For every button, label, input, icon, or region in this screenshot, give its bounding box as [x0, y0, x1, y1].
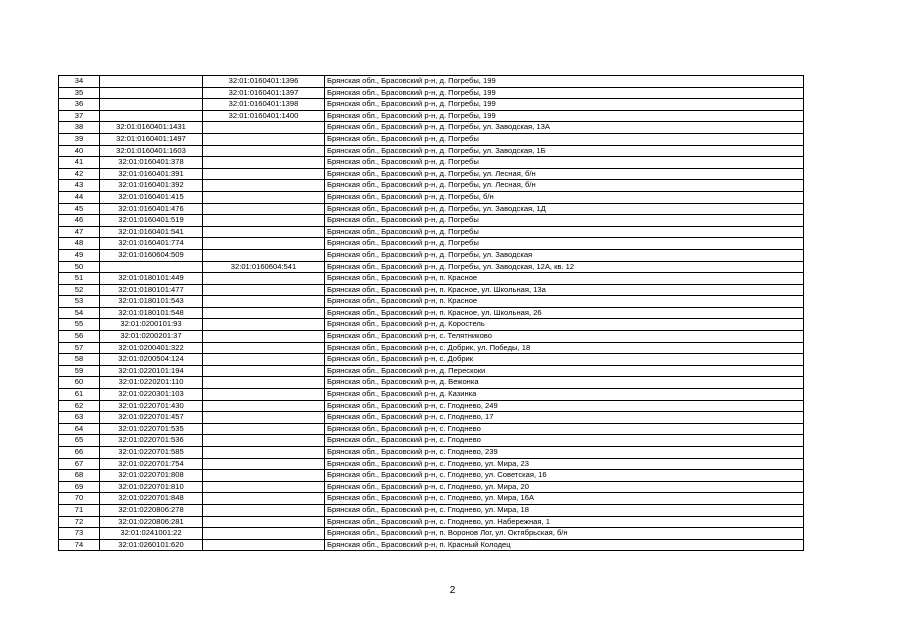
- secondary-cadastral-number-cell: [203, 273, 325, 285]
- table-row: [59, 133, 804, 145]
- cadastral-number-cell: 32:01:0160401:391: [100, 168, 203, 180]
- secondary-cadastral-number-cell: [203, 133, 325, 145]
- row-number-cell: 49: [59, 249, 100, 261]
- table-row: [59, 389, 804, 401]
- table-row: [59, 261, 804, 273]
- address-cell: Брянская обл., Брасовский р-н, с. Глоднево, 239: [325, 447, 804, 459]
- row-number-cell: 54: [59, 307, 100, 319]
- row-number-cell: 47: [59, 226, 100, 238]
- table-row: [59, 504, 804, 516]
- table-row: [59, 203, 804, 215]
- cadastral-number-cell: 32:01:0220701:535: [100, 423, 203, 435]
- table-row: [59, 307, 804, 319]
- secondary-cadastral-number-cell: [203, 539, 325, 551]
- secondary-cadastral-number-cell: [203, 168, 325, 180]
- table-row: [59, 296, 804, 308]
- table-row: [59, 354, 804, 366]
- address-cell: Брянская обл., Брасовский р-н, с. Глоднево, ул. Советская, 16: [325, 470, 804, 482]
- cadastral-number-cell: 32:01:0160401:392: [100, 180, 203, 192]
- row-number-cell: 62: [59, 400, 100, 412]
- table-row: [59, 168, 804, 180]
- cadastral-number-cell: 32:01:0160401:1603: [100, 145, 203, 157]
- row-number-cell: 44: [59, 191, 100, 203]
- cadastral-number-cell: [100, 76, 203, 88]
- address-cell: Брянская обл., Брасовский р-н, п. Красное, ул. Школьная, 26: [325, 307, 804, 319]
- row-number-cell: 51: [59, 273, 100, 285]
- table-row: [59, 238, 804, 250]
- table-row: [59, 284, 804, 296]
- table-row: [59, 481, 804, 493]
- property-table: [58, 75, 804, 551]
- address-cell: Брянская обл., Брасовский р-н, д. Вежонка: [325, 377, 804, 389]
- address-cell: Брянская обл., Брасовский р-н, п. Красное: [325, 273, 804, 285]
- table-row: [59, 157, 804, 169]
- address-cell: Брянская обл., Брасовский р-н, д. Погребы, ул. Заводская: [325, 249, 804, 261]
- row-number-cell: 66: [59, 447, 100, 459]
- secondary-cadastral-number-cell: [203, 203, 325, 215]
- table-row: [59, 226, 804, 238]
- secondary-cadastral-number-cell: [203, 342, 325, 354]
- row-number-cell: 37: [59, 110, 100, 122]
- table-row: [59, 191, 804, 203]
- secondary-cadastral-number-cell: [203, 145, 325, 157]
- address-cell: Брянская обл., Брасовский р-н, п. Красное: [325, 296, 804, 308]
- cadastral-number-cell: 32:01:0220806:281: [100, 516, 203, 528]
- address-cell: Брянская обл., Брасовский р-н, д. Погребы, ул. Лесная, б/н: [325, 180, 804, 192]
- address-cell: Брянская обл., Брасовский р-н, с. Добрик: [325, 354, 804, 366]
- address-cell: Брянская обл., Брасовский р-н, д. Погребы: [325, 238, 804, 250]
- cadastral-number-cell: 32:01:0180101:449: [100, 273, 203, 285]
- cadastral-number-cell: 32:01:0220701:810: [100, 481, 203, 493]
- table-row: [59, 99, 804, 111]
- row-number-cell: 69: [59, 481, 100, 493]
- table-row: [59, 400, 804, 412]
- table-row: [59, 76, 804, 88]
- cadastral-number-cell: 32:01:0200201:37: [100, 331, 203, 343]
- row-number-cell: 43: [59, 180, 100, 192]
- cadastral-number-cell: [100, 261, 203, 273]
- address-cell: Брянская обл., Брасовский р-н, с. Глоднево, ул. Мира, 18: [325, 504, 804, 516]
- secondary-cadastral-number-cell: [203, 516, 325, 528]
- address-cell: Брянская обл., Брасовский р-н, с. Глоднево, ул. Набережная, 1: [325, 516, 804, 528]
- secondary-cadastral-number-cell: [203, 470, 325, 482]
- secondary-cadastral-number-cell: [203, 481, 325, 493]
- secondary-cadastral-number-cell: [203, 458, 325, 470]
- address-cell: Брянская обл., Брасовский р-н, д. Погребы, 199: [325, 99, 804, 111]
- cadastral-number-cell: 32:01:0220701:754: [100, 458, 203, 470]
- secondary-cadastral-number-cell: [203, 284, 325, 296]
- secondary-cadastral-number-cell: [203, 377, 325, 389]
- cadastral-number-cell: 32:01:0220701:848: [100, 493, 203, 505]
- table-row: [59, 412, 804, 424]
- cadastral-number-cell: 32:01:0160604:509: [100, 249, 203, 261]
- cadastral-number-cell: 32:01:0220806:278: [100, 504, 203, 516]
- row-number-cell: 58: [59, 354, 100, 366]
- property-table-body: [59, 76, 804, 551]
- secondary-cadastral-number-cell: [203, 504, 325, 516]
- address-cell: Брянская обл., Брасовский р-н, д. Погребы, 199: [325, 110, 804, 122]
- table-row: [59, 493, 804, 505]
- cadastral-number-cell: 32:01:0160401:1431: [100, 122, 203, 134]
- table-row: [59, 342, 804, 354]
- secondary-cadastral-number-cell: [203, 447, 325, 459]
- table-row: [59, 110, 804, 122]
- row-number-cell: 64: [59, 423, 100, 435]
- table-row: [59, 528, 804, 540]
- cadastral-number-cell: 32:01:0160401:378: [100, 157, 203, 169]
- row-number-cell: 45: [59, 203, 100, 215]
- address-cell: Брянская обл., Брасовский р-н, д. Погребы: [325, 133, 804, 145]
- address-cell: Брянская обл., Брасовский р-н, д. Погребы, б/н: [325, 191, 804, 203]
- secondary-cadastral-number-cell: 32:01:0160401:1398: [203, 99, 325, 111]
- secondary-cadastral-number-cell: 32:01:0160401:1397: [203, 87, 325, 99]
- cadastral-number-cell: 32:01:0220701:585: [100, 447, 203, 459]
- table-row: [59, 516, 804, 528]
- cadastral-number-cell: 32:01:0180101:543: [100, 296, 203, 308]
- secondary-cadastral-number-cell: [203, 157, 325, 169]
- secondary-cadastral-number-cell: [203, 122, 325, 134]
- cadastral-number-cell: 32:01:0200504:124: [100, 354, 203, 366]
- address-cell: Брянская обл., Брасовский р-н, с. Глоднево, ул. Мира, 16А: [325, 493, 804, 505]
- row-number-cell: 72: [59, 516, 100, 528]
- address-cell: Брянская обл., Брасовский р-н, п. Красное, ул. Школьная, 13а: [325, 284, 804, 296]
- address-cell: Брянская обл., Брасовский р-н, с. Телятниково: [325, 331, 804, 343]
- row-number-cell: 56: [59, 331, 100, 343]
- row-number-cell: 41: [59, 157, 100, 169]
- table-row: [59, 122, 804, 134]
- row-number-cell: 34: [59, 76, 100, 88]
- row-number-cell: 67: [59, 458, 100, 470]
- row-number-cell: 74: [59, 539, 100, 551]
- row-number-cell: 73: [59, 528, 100, 540]
- cadastral-number-cell: [100, 99, 203, 111]
- address-cell: Брянская обл., Брасовский р-н, д. Погребы, ул. Заводская, 12А, кв. 12: [325, 261, 804, 273]
- table-row: [59, 423, 804, 435]
- address-cell: Брянская обл., Брасовский р-н, п. Воронов Лог, ул. Октябрьская, б/н: [325, 528, 804, 540]
- row-number-cell: 68: [59, 470, 100, 482]
- cadastral-number-cell: 32:01:0160401:415: [100, 191, 203, 203]
- cadastral-number-cell: 32:01:0220701:457: [100, 412, 203, 424]
- table-row: [59, 365, 804, 377]
- secondary-cadastral-number-cell: [203, 307, 325, 319]
- table-row: [59, 215, 804, 227]
- address-cell: Брянская обл., Брасовский р-н, с. Глоднево: [325, 435, 804, 447]
- secondary-cadastral-number-cell: [203, 389, 325, 401]
- cadastral-number-cell: 32:01:0220201:110: [100, 377, 203, 389]
- address-cell: Брянская обл., Брасовский р-н, д. Погребы: [325, 157, 804, 169]
- cadastral-number-cell: 32:01:0220301:103: [100, 389, 203, 401]
- address-cell: Брянская обл., Брасовский р-н, д. Погребы, ул. Заводская, 1Б: [325, 145, 804, 157]
- address-cell: Брянская обл., Брасовский р-н, д. Казинка: [325, 389, 804, 401]
- cadastral-number-cell: 32:01:0200101:93: [100, 319, 203, 331]
- secondary-cadastral-number-cell: [203, 528, 325, 540]
- secondary-cadastral-number-cell: [203, 400, 325, 412]
- table-row: [59, 470, 804, 482]
- row-number-cell: 59: [59, 365, 100, 377]
- address-cell: Брянская обл., Брасовский р-н, с. Глоднево, 249: [325, 400, 804, 412]
- secondary-cadastral-number-cell: 32:01:0160401:1396: [203, 76, 325, 88]
- secondary-cadastral-number-cell: [203, 180, 325, 192]
- cadastral-number-cell: 32:01:0200401:322: [100, 342, 203, 354]
- address-cell: Брянская обл., Брасовский р-н, с. Глоднево, 17: [325, 412, 804, 424]
- table-row: [59, 377, 804, 389]
- row-number-cell: 42: [59, 168, 100, 180]
- table-row: [59, 319, 804, 331]
- secondary-cadastral-number-cell: [203, 365, 325, 377]
- cadastral-number-cell: 32:01:0220701:808: [100, 470, 203, 482]
- table-row: [59, 273, 804, 285]
- address-cell: Брянская обл., Брасовский р-н, д. Погребы, ул. Заводская, 13А: [325, 122, 804, 134]
- secondary-cadastral-number-cell: [203, 319, 325, 331]
- address-cell: Брянская обл., Брасовский р-н, с. Глоднево, ул. Мира, 20: [325, 481, 804, 493]
- table-row: [59, 249, 804, 261]
- cadastral-number-cell: 32:01:0220101:194: [100, 365, 203, 377]
- secondary-cadastral-number-cell: [203, 435, 325, 447]
- address-cell: Брянская обл., Брасовский р-н, с. Добрик, ул. Победы, 18: [325, 342, 804, 354]
- row-number-cell: 55: [59, 319, 100, 331]
- row-number-cell: 52: [59, 284, 100, 296]
- row-number-cell: 35: [59, 87, 100, 99]
- row-number-cell: 46: [59, 215, 100, 227]
- secondary-cadastral-number-cell: [203, 493, 325, 505]
- row-number-cell: 38: [59, 122, 100, 134]
- address-cell: Брянская обл., Брасовский р-н, д. Погребы, 199: [325, 87, 804, 99]
- cadastral-number-cell: 32:01:0160401:774: [100, 238, 203, 250]
- cadastral-number-cell: 32:01:0160401:1497: [100, 133, 203, 145]
- row-number-cell: 39: [59, 133, 100, 145]
- table-row: [59, 180, 804, 192]
- secondary-cadastral-number-cell: [203, 238, 325, 250]
- cadastral-number-cell: [100, 87, 203, 99]
- cadastral-number-cell: 32:01:0160401:476: [100, 203, 203, 215]
- row-number-cell: 71: [59, 504, 100, 516]
- page-number: 2: [449, 585, 456, 596]
- secondary-cadastral-number-cell: [203, 215, 325, 227]
- row-number-cell: 53: [59, 296, 100, 308]
- row-number-cell: 70: [59, 493, 100, 505]
- row-number-cell: 36: [59, 99, 100, 111]
- row-number-cell: 50: [59, 261, 100, 273]
- address-cell: Брянская обл., Брасовский р-н, д. Погребы: [325, 215, 804, 227]
- cadastral-number-cell: 32:01:0160401:541: [100, 226, 203, 238]
- secondary-cadastral-number-cell: [203, 331, 325, 343]
- table-row: [59, 458, 804, 470]
- cadastral-number-cell: [100, 110, 203, 122]
- address-cell: Брянская обл., Брасовский р-н, д. Погребы, ул. Лесная, б/н: [325, 168, 804, 180]
- table-row: [59, 87, 804, 99]
- cadastral-number-cell: 32:01:0220701:430: [100, 400, 203, 412]
- cadastral-number-cell: 32:01:0260101:620: [100, 539, 203, 551]
- cadastral-number-cell: 32:01:0180101:548: [100, 307, 203, 319]
- secondary-cadastral-number-cell: [203, 423, 325, 435]
- address-cell: Брянская обл., Брасовский р-н, п. Красный Колодец: [325, 539, 804, 551]
- table-row: [59, 435, 804, 447]
- row-number-cell: 48: [59, 238, 100, 250]
- address-cell: Брянская обл., Брасовский р-н, д. Погребы, ул. Заводская, 1Д: [325, 203, 804, 215]
- cadastral-number-cell: 32:01:0220701:536: [100, 435, 203, 447]
- secondary-cadastral-number-cell: [203, 354, 325, 366]
- row-number-cell: 57: [59, 342, 100, 354]
- row-number-cell: 65: [59, 435, 100, 447]
- address-cell: Брянская обл., Брасовский р-н, д. Погребы: [325, 226, 804, 238]
- row-number-cell: 61: [59, 389, 100, 401]
- table-row: [59, 447, 804, 459]
- secondary-cadastral-number-cell: 32:01:0160604:541: [203, 261, 325, 273]
- address-cell: Брянская обл., Брасовский р-н, д. Перескоки: [325, 365, 804, 377]
- table-row: [59, 145, 804, 157]
- secondary-cadastral-number-cell: [203, 296, 325, 308]
- row-number-cell: 40: [59, 145, 100, 157]
- cadastral-number-cell: 32:01:0160401:519: [100, 215, 203, 227]
- secondary-cadastral-number-cell: [203, 226, 325, 238]
- table-row: [59, 539, 804, 551]
- row-number-cell: 63: [59, 412, 100, 424]
- secondary-cadastral-number-cell: 32:01:0160401:1400: [203, 110, 325, 122]
- secondary-cadastral-number-cell: [203, 249, 325, 261]
- row-number-cell: 60: [59, 377, 100, 389]
- secondary-cadastral-number-cell: [203, 412, 325, 424]
- secondary-cadastral-number-cell: [203, 191, 325, 203]
- address-cell: Брянская обл., Брасовский р-н, д. Коростель: [325, 319, 804, 331]
- cadastral-number-cell: 32:01:0241001:22: [100, 528, 203, 540]
- address-cell: Брянская обл., Брасовский р-н, с. Глоднево: [325, 423, 804, 435]
- address-cell: Брянская обл., Брасовский р-н, с. Глоднево, ул. Мира, 23: [325, 458, 804, 470]
- cadastral-number-cell: 32:01:0180101:477: [100, 284, 203, 296]
- address-cell: Брянская обл., Брасовский р-н, д. Погребы, 199: [325, 76, 804, 88]
- table-row: [59, 331, 804, 343]
